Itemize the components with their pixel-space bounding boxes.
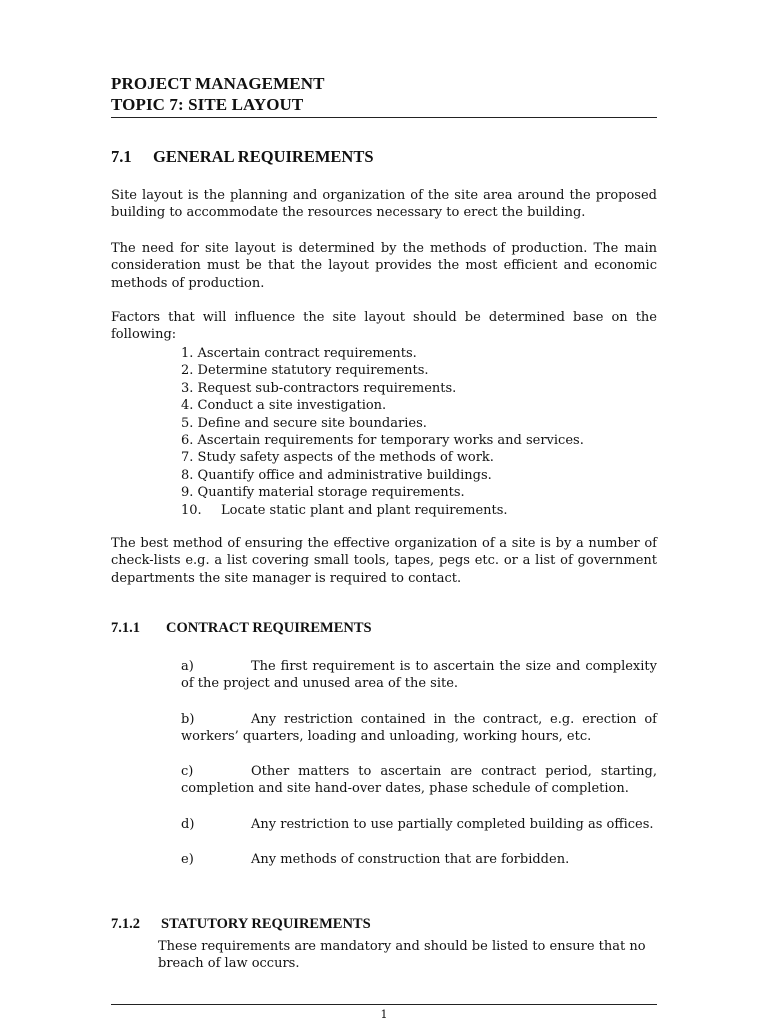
list-item-number: 10. bbox=[181, 502, 202, 518]
item-text: Other matters to ascertain are contract period, starting, completion and site hand-over dates, phase schedule of completion. bbox=[181, 764, 657, 797]
list-item: 5. Define and secure site boundaries. bbox=[181, 415, 427, 431]
paragraph-need-for-site-layout: The need for site layout is determined by the methods of production. The main consideration must be that the layout provides the most efficient and economic methods of production. bbox=[111, 241, 657, 291]
contract-item-c bbox=[181, 763, 657, 798]
item-label: c) bbox=[181, 764, 194, 779]
section-title: GENERAL REQUIREMENTS bbox=[153, 147, 374, 166]
subsection-number: 7.1.2 bbox=[111, 916, 140, 932]
list-item bbox=[181, 502, 584, 519]
subsection-heading-statutory bbox=[111, 916, 371, 933]
item-text: Any restriction to use partially completed building as offices. bbox=[251, 817, 654, 832]
item-label: a) bbox=[181, 659, 194, 674]
paragraph-statutory: These requirements are mandatory and should be listed to ensure that no breach of law occurs. bbox=[158, 939, 646, 972]
item-label: d) bbox=[181, 817, 195, 832]
section-heading bbox=[111, 147, 374, 167]
list-item: 1. Ascertain contract requirements. bbox=[181, 346, 417, 361]
paragraph-factors-intro: Factors that will influence the site layout should be determined base on the following: bbox=[111, 310, 657, 343]
section-number: 7.1 bbox=[111, 147, 132, 166]
item-text: Any restriction contained in the contract, e.g. erection of workers’ quarters, loading and unloading, working hours, etc. bbox=[181, 712, 657, 745]
paragraph-checklists: The best method of ensuring the effective organization of a site is by a number of check-lists e.g. a list covering small tools, tapes, pegs etc. or a list of government departments the site manager is required to contact. bbox=[111, 536, 657, 586]
item-label: b) bbox=[181, 712, 195, 727]
list-item: 8. Quantify office and administrative buildings. bbox=[181, 467, 492, 483]
contract-item-b bbox=[181, 711, 657, 746]
contract-item-e bbox=[181, 851, 657, 868]
item-text: Any methods of construction that are forbidden. bbox=[251, 852, 570, 867]
list-item: 9. Quantify material storage requirements. bbox=[181, 485, 465, 501]
header-divider bbox=[111, 117, 657, 118]
document-header-title: PROJECT MANAGEMENT bbox=[111, 74, 325, 93]
subsection-number: 7.1.1 bbox=[111, 620, 140, 636]
footer-divider bbox=[111, 1004, 657, 1005]
list-item: 3. Request sub-contractors requirements. bbox=[181, 380, 457, 396]
list-item: 7. Study safety aspects of the methods of work. bbox=[181, 450, 494, 466]
factors-list bbox=[181, 345, 584, 519]
page-number: 1 bbox=[380, 1008, 388, 1021]
paragraph-site-layout-definition: Site layout is the planning and organization of the site area around the proposed building to accommodate the resources necessary to erect the building. bbox=[111, 188, 657, 221]
list-item: 2. Determine statutory requirements. bbox=[181, 363, 429, 379]
item-text: The first requirement is to ascertain the size and complexity of the project and unused area of the site. bbox=[181, 659, 657, 692]
list-item: 6. Ascertain requirements for temporary works and services. bbox=[181, 433, 584, 449]
contract-item-a bbox=[181, 658, 657, 693]
list-item: 4. Conduct a site investigation. bbox=[181, 398, 387, 414]
subsection-title: CONTRACT REQUIREMENTS bbox=[166, 620, 372, 636]
document-header-topic: TOPIC 7: SITE LAYOUT bbox=[111, 95, 304, 114]
item-label: e) bbox=[181, 852, 194, 867]
contract-item-d bbox=[181, 816, 657, 833]
subsection-heading-contract bbox=[111, 620, 372, 637]
list-item-text: Locate static plant and plant requirements. bbox=[221, 502, 508, 518]
subsection-title: STATUTORY REQUIREMENTS bbox=[161, 916, 371, 932]
